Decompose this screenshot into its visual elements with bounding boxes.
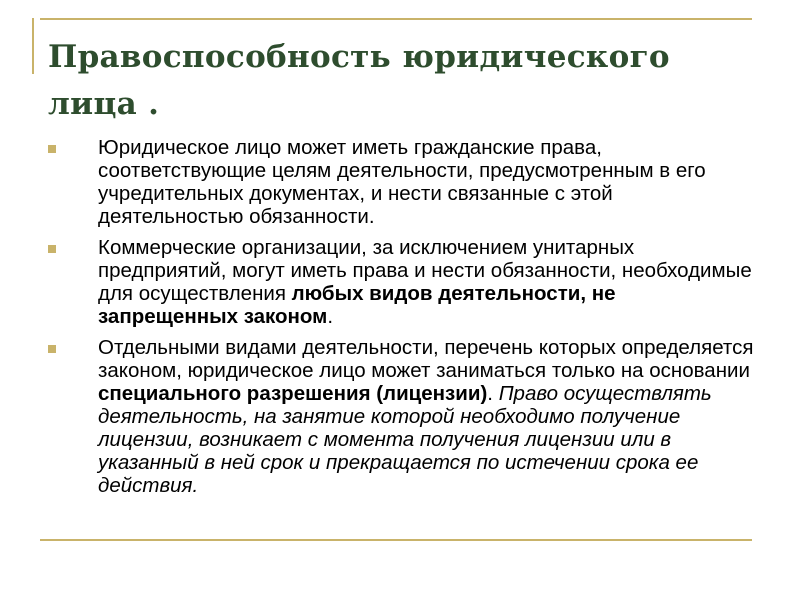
- bullet-text-mid: .: [487, 382, 499, 405]
- top-rule: [40, 18, 752, 20]
- square-bullet-icon: [48, 145, 56, 153]
- bullet-list: [48, 136, 760, 505]
- slide-title: Правоспособность юридического лица .: [48, 39, 670, 122]
- square-bullet-icon: [48, 345, 56, 353]
- bullet-bold-text: специального разрешения (лицензии): [98, 382, 488, 405]
- bullet-text: Отдельными видами деятельности, перечень которых определяется законом, юридическое лицо может заниматься только на основании: [98, 336, 754, 382]
- square-bullet-icon: [48, 245, 56, 253]
- bullet-item-3: [48, 336, 760, 497]
- bullet-text: Юридическое лицо может иметь гражданские права, соответствующие целям деятельности, предусмотренным в его учредительных документах, и нести связанные с этой деятельностью обязанности.: [98, 136, 706, 228]
- bullet-item-1: [48, 136, 760, 228]
- bullet-bold-text: любых видов деятельности, не запрещенных законом: [98, 282, 616, 328]
- bullet-text: Коммерческие организации, за исключением унитарных предприятий, могут иметь права и нести обязанности, необходимые для осуществления: [98, 236, 752, 305]
- left-rule: [32, 18, 34, 74]
- bullet-text-end: .: [327, 305, 334, 328]
- bottom-rule: [40, 539, 752, 541]
- bullet-item-2: [48, 236, 760, 328]
- bullet-italic-text: Право осуществлять деятельность, на занятие которой необходимо получение лицензии, возникает с момента получения лицензии или в указанный в ней срок и прекращается по истечении срока ее действия.: [98, 382, 712, 497]
